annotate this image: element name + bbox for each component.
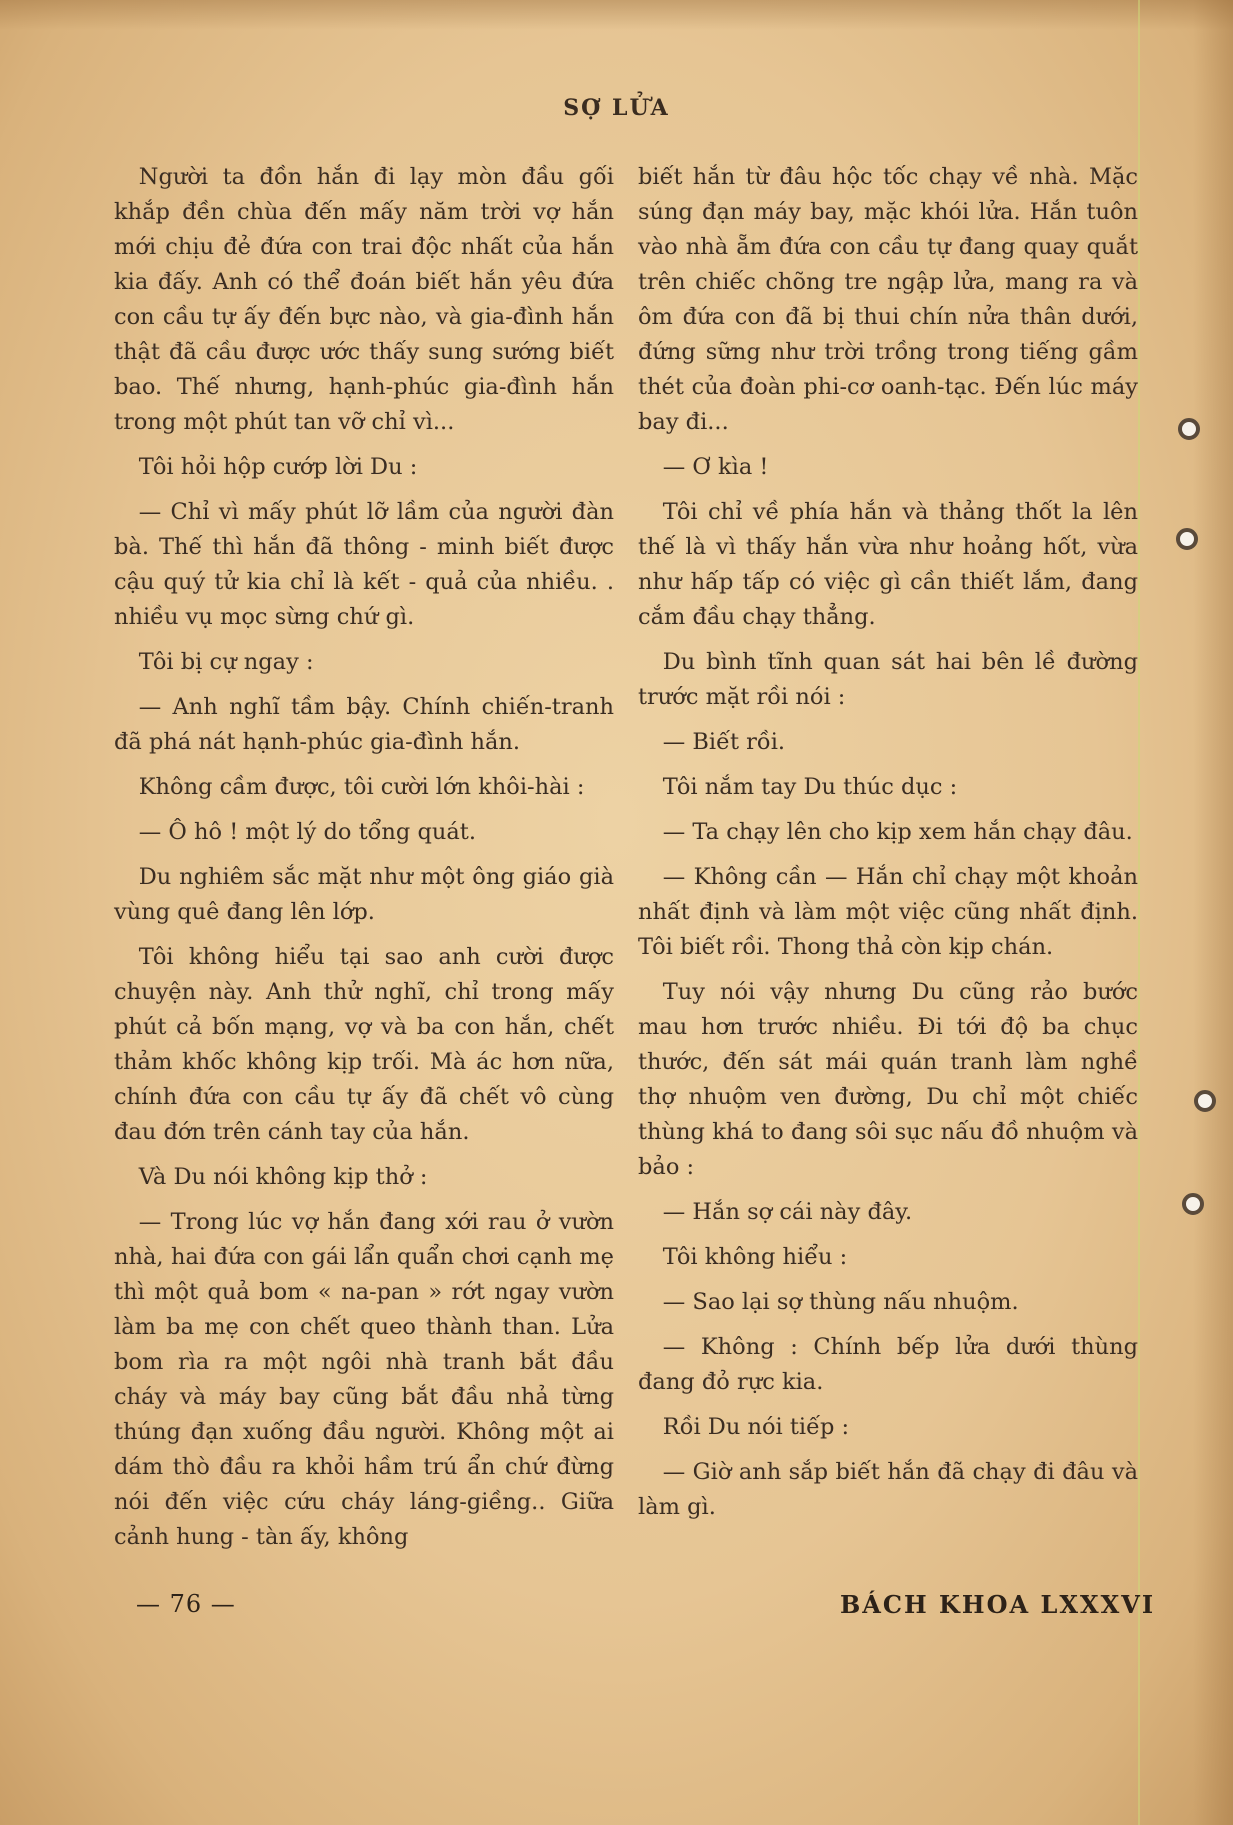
paragraph: Rồi Du nói tiếp :: [662, 1414, 850, 1440]
running-title: SỢ LỬA: [563, 95, 670, 121]
binding-hole: [1178, 418, 1200, 440]
paragraph: Tôi bị cự ngay :: [138, 649, 314, 675]
paragraph: — Giờ anh sắp biết hắn đã chạy đi đâu và làm gì.: [638, 1459, 1138, 1520]
paragraph: — Chỉ vì mấy phút lỡ lầm của người đàn bà. Thế thì hắn đã thông - minh biết được cậu quý tử kia chỉ là kết - quả của nhiều. . nhiều vụ mọc sừng chứ gì.: [114, 499, 614, 630]
paragraph: Người ta đồn hắn đi lạy mòn đầu gối khắp đền chùa đến mấy năm trời vợ hắn mới chịu đẻ đứa con trai độc nhất của hắn kia đấy. Anh có thể đoán biết hắn yêu đứa con cầu tự ấy đến bực nào, và gia-đình hắn thật đã cầu được ước thấy sung sướng biết bao. Thế nhưng, hạnh-phúc gia-đình hắn trong một phút tan vỡ chỉ vì...: [114, 164, 614, 435]
paragraph: Không cầm được, tôi cười lớn khôi-hài :: [138, 774, 585, 800]
paragraph: Và Du nói không kịp thở :: [138, 1164, 428, 1190]
journal-name: BÁCH KHOA LXXXVI: [840, 1590, 1156, 1619]
page-number: — 76 —: [136, 1590, 236, 1618]
paragraph: Tôi không hiểu :: [662, 1244, 848, 1270]
left-column: [114, 160, 614, 1565]
paragraph: — Biết rồi.: [662, 729, 786, 755]
paragraph: Tôi nắm tay Du thúc dục :: [662, 774, 958, 800]
right-column: [638, 160, 1138, 1535]
paragraph: — Ơ kìa !: [662, 454, 769, 480]
paragraph: — Không : Chính bếp lửa dưới thùng đang đỏ rực kia.: [638, 1334, 1138, 1395]
page-edge-shadow-top: [0, 0, 1233, 30]
binding-hole: [1176, 528, 1198, 550]
paragraph: Tôi chỉ về phía hắn và thảng thốt la lên thế là vì thấy hắn vừa như hoảng hốt, vừa như hấp tấp có việc gì cần thiết lắm, đang cắm đầu chạy thẳng.: [638, 499, 1138, 630]
paragraph: — Hắn sợ cái này đây.: [662, 1199, 913, 1225]
paragraph: Tôi không hiểu tại sao anh cười được chuyện này. Anh thử nghĩ, chỉ trong mấy phút cả bốn mạng, vợ và ba con hắn, chết thảm khốc không kịp trối. Mà ác hơn nữa, chính đứa con cầu tự ấy đã chết vô cùng đau đớn trên cánh tay của hắn.: [114, 944, 614, 1145]
paragraph: — Anh nghĩ tầm bậy. Chính chiến-tranh đã phá nát hạnh-phúc gia-đình hắn.: [114, 694, 614, 755]
page-fold-line: [1138, 0, 1140, 1825]
paragraph: — Ta chạy lên cho kịp xem hắn chạy đâu.: [662, 819, 1133, 845]
paragraph: biết hắn từ đâu hộc tốc chạy về nhà. Mặc súng đạn máy bay, mặc khói lửa. Hắn tuôn vào nhà ẵm đứa con cầu tự đang quay quắt trên chiếc chõng tre ngập lửa, mang ra và ôm đứa con đã bị thui chín nửa thân dưới, đứng sững như trời trồng trong tiếng gầm thét của đoàn phi-cơ oanh-tạc. Đến lúc máy bay đi...: [638, 164, 1138, 435]
paragraph: — Không cần — Hắn chỉ chạy một khoản nhất định và làm một việc cũng nhất định. Tôi biết rồi. Thong thả còn kịp chán.: [638, 864, 1138, 960]
paragraph: Du bình tĩnh quan sát hai bên lề đường trước mặt rồi nói :: [638, 649, 1138, 710]
binding-hole: [1182, 1193, 1204, 1215]
paragraph: Du nghiêm sắc mặt như một ông giáo già vùng quê đang lên lớp.: [114, 864, 614, 925]
binding-hole: [1194, 1090, 1216, 1112]
page-edge-shadow-right: [1193, 0, 1233, 1825]
paragraph: — Sao lại sợ thùng nấu nhuộm.: [662, 1289, 1019, 1315]
paragraph: — Trong lúc vợ hắn đang xới rau ở vườn nhà, hai đứa con gái lẩn quẩn chơi cạnh mẹ thì một quả bom « na-pan » rớt ngay vườn làm ba mẹ con chết queo thành than. Lửa bom rìa ra một ngôi nhà tranh bắt đầu cháy và máy bay cũng bắt đầu nhả từng thúng đạn xuống đầu người. Không một ai dám thò đầu ra khỏi hầm trú ẩn chứ đừng nói đến việc cứu cháy láng-giềng.. Giữa cảnh hung - tàn ấy, không: [114, 1209, 614, 1550]
paragraph: Tôi hỏi hộp cướp lời Du :: [138, 454, 418, 480]
paragraph: — Ô hô ! một lý do tổng quát.: [138, 819, 476, 845]
paragraph: Tuy nói vậy nhưng Du cũng rảo bước mau hơn trước nhiều. Đi tới độ ba chục thước, đến sát mái quán tranh làm nghề thợ nhuộm ven đường, Du chỉ một chiếc thùng khá to đang sôi sục nấu đồ nhuộm và bảo :: [638, 979, 1138, 1180]
